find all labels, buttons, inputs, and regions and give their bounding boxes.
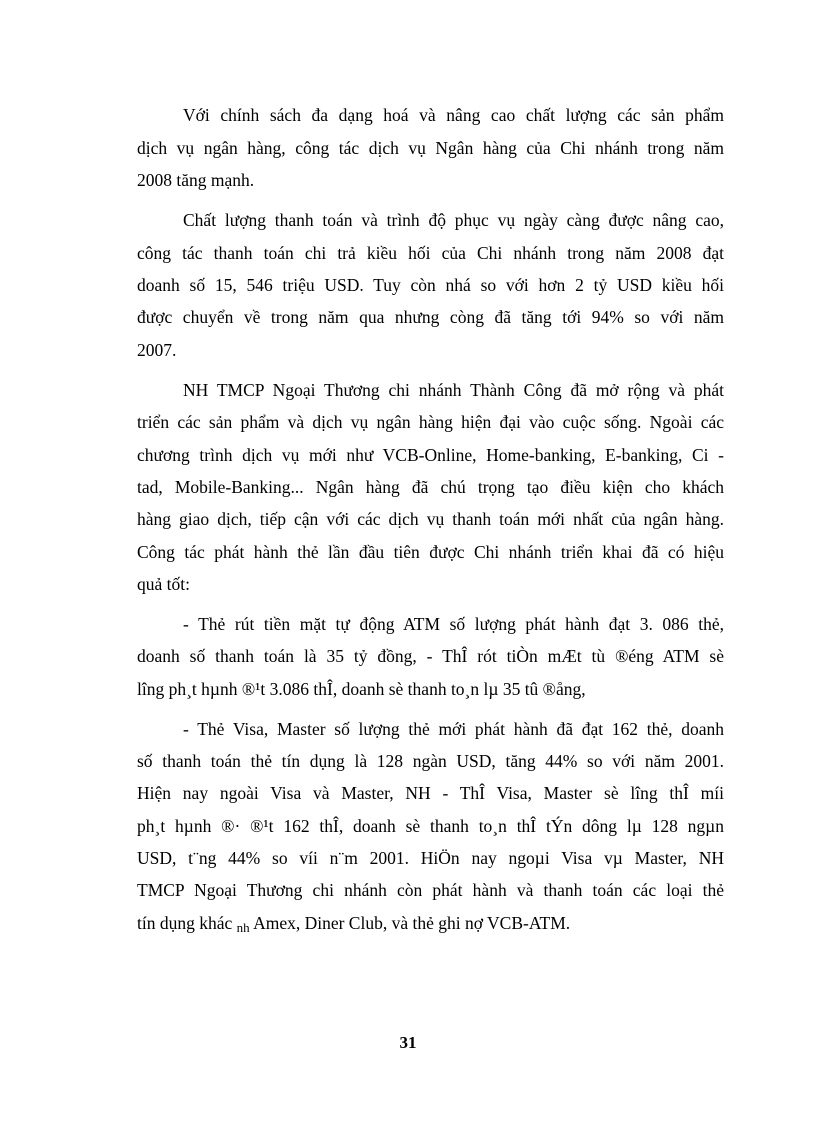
paragraph-line: - Thẻ Visa, Master số lượng thẻ mới phát hành đã đạt 162 thẻ, doanh <box>183 719 724 739</box>
paragraph-line: tad, Mobile-Banking... Ngân hàng đã chú trọng tạo điều kiện cho khách <box>137 477 724 497</box>
paragraph-line <box>137 912 724 939</box>
paragraph-line: 2008 tăng mạnh. <box>137 170 255 190</box>
paragraph-line: triển các sản phẩm và dịch vụ ngân hàng hiện đại vào cuộc sống. Ngoài các <box>137 412 724 432</box>
paragraph-line: USD, t¨ng 44% so víi n¨m 2001. HiÖn nay ngoµi Visa vµ Master, NH <box>137 848 724 868</box>
paragraph-line: Hiện nay ngoài Visa và Master, NH - ThÎ Visa, Master sè lîng thÎ míi <box>137 783 724 803</box>
paragraph-line: - Thẻ rút tiền mặt tự động ATM số lượng phát hành đạt 3. 086 thẻ, <box>183 614 724 634</box>
paragraph-line: số thanh toán thẻ tín dụng là 128 ngàn USD, tăng 44% so với năm 2001. <box>137 751 724 771</box>
paragraph-line: doanh số 15, 546 triệu USD. Tuy còn nhá so với hơn 2 tỷ USD kiều hối <box>137 275 724 295</box>
page-number: 31 <box>399 1033 417 1052</box>
paragraph-line: quả tốt: <box>137 574 190 594</box>
paragraph-line: Với chính sách đa dạng hoá và nâng cao chất lượng các sản phẩm <box>183 105 724 125</box>
paragraph-line: ph¸t hµnh ®· ®¹t 162 thÎ, doanh sè thanh to¸n thÎ tÝn dông lµ 128 ngµn <box>137 816 724 836</box>
paragraph-line: hàng giao dịch, tiếp cận với các dịch vụ thanh toán mới nhất của ngân hàng. <box>137 509 724 529</box>
paragraph-line: Chất lượng thanh toán và trình độ phục vụ ngày càng được nâng cao, <box>183 210 724 230</box>
paragraph-line: lîng ph¸t hµnh ®¹t 3.086 thÎ, doanh sè thanh to¸n lµ 35 tû ®ång, <box>137 679 586 699</box>
line-fragment-subscript: nh <box>236 920 250 935</box>
paragraph-line: NH TMCP Ngoại Thương chi nhánh Thành Công đã mở rộng và phát <box>183 380 724 400</box>
paragraph-line: được chuyển về trong năm qua nhưng còng đã tăng tới 94% so với năm <box>137 307 724 327</box>
paragraph-line: 2007. <box>137 340 177 360</box>
paragraph-line: doanh số thanh toán là 35 tỷ đồng, - ThÎ rót tiÒn mÆt tù ®éng ATM sè <box>137 646 724 666</box>
line-fragment: tín dụng khác <box>137 913 233 933</box>
paragraph-line: công tác thanh toán chi trả kiều hối của Chi nhánh trong năm 2008 đạt <box>137 243 724 263</box>
paragraph-line: dịch vụ ngân hàng, công tác dịch vụ Ngân hàng của Chi nhánh trong năm <box>137 138 724 158</box>
line-fragment: Amex, Diner Club, và thẻ ghi nợ VCB-ATM. <box>253 913 571 933</box>
paragraph-line: TMCP Ngoại Thương chi nhánh còn phát hành và thanh toán các loại thẻ <box>137 880 724 900</box>
paragraph-line: Công tác phát hành thẻ lần đầu tiên được Chi nhánh triển khai đã có hiệu <box>137 542 724 562</box>
paragraph-line: chương trình dịch vụ mới như VCB-Online, Home-banking, E-banking, Ci - <box>137 445 724 465</box>
